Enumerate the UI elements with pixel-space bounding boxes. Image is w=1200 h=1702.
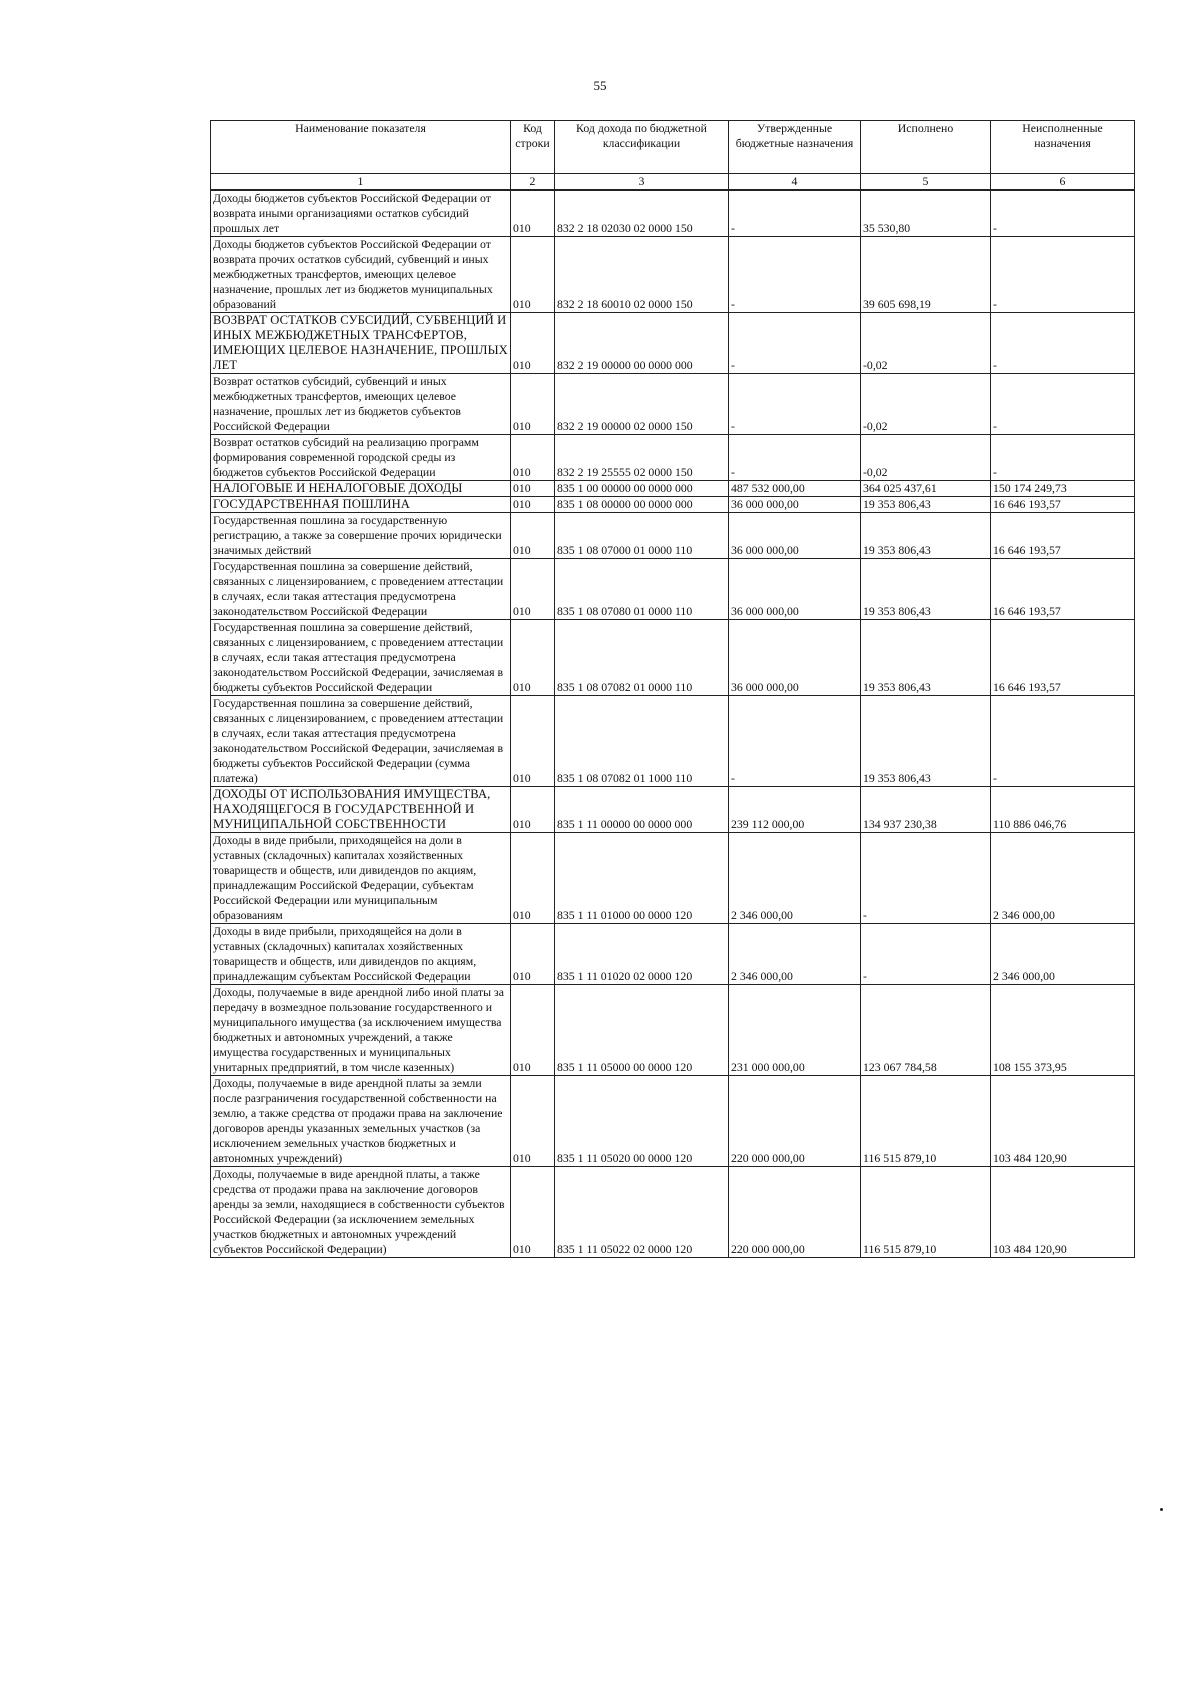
cell-income-code: 835 1 11 01020 02 0000 120 (555, 924, 729, 985)
cell-name: Государственная пошлина за государственную регистрацию, а также за совершение прочих юридически значимых действий (211, 513, 511, 559)
cell-income-code: 835 1 08 07082 01 1000 110 (555, 696, 729, 787)
cell-unexecuted: - (991, 435, 1135, 481)
column-number: 6 (991, 174, 1135, 191)
header-executed: Исполнено (861, 121, 991, 174)
cell-line-code: 010 (511, 481, 555, 497)
cell-income-code: 835 1 11 00000 00 0000 000 (555, 787, 729, 833)
cell-line-code: 010 (511, 435, 555, 481)
table-row (211, 481, 1135, 497)
cell-executed: 116 515 879,10 (861, 1076, 991, 1167)
cell-income-code: 835 1 11 01000 00 0000 120 (555, 833, 729, 924)
cell-income-code: 835 1 08 07080 01 0000 110 (555, 559, 729, 620)
header-approved: Утвержденные бюджетные назначения (729, 121, 861, 174)
column-number: 1 (211, 174, 511, 191)
header-row (211, 121, 1135, 174)
cell-executed: 19 353 806,43 (861, 497, 991, 513)
cell-approved: - (729, 374, 861, 435)
report-body (211, 190, 1135, 1258)
cell-income-code: 832 2 18 60010 02 0000 150 (555, 237, 729, 313)
cell-executed: -0,02 (861, 374, 991, 435)
table-row (211, 1167, 1135, 1258)
cell-approved: 2 346 000,00 (729, 924, 861, 985)
cell-income-code: 835 1 08 07082 01 0000 110 (555, 620, 729, 696)
cell-line-code: 010 (511, 559, 555, 620)
cell-executed: 19 353 806,43 (861, 559, 991, 620)
cell-unexecuted: 2 346 000,00 (991, 924, 1135, 985)
cell-income-code: 835 1 00 00000 00 0000 000 (555, 481, 729, 497)
cell-unexecuted: 150 174 249,73 (991, 481, 1135, 497)
cell-income-code: 832 2 18 02030 02 0000 150 (555, 190, 729, 237)
cell-name: ГОСУДАРСТВЕННАЯ ПОШЛИНА (211, 497, 511, 513)
cell-line-code: 010 (511, 787, 555, 833)
cell-name: Доходы в виде прибыли, приходящейся на доли в уставных (складочных) капиталах хозяйственных товариществ и обществ, или дивидендов по акциям, принадлежащим Российской Федерации, субъектам Российской Федерации или муниципальным образованиям (211, 833, 511, 924)
cell-executed: 35 530,80 (861, 190, 991, 237)
cell-unexecuted: 103 484 120,90 (991, 1167, 1135, 1258)
cell-income-code: 835 1 11 05000 00 0000 120 (555, 985, 729, 1076)
cell-name: Доходы бюджетов субъектов Российской Федерации от возврата иными организациями остатков субсидий прошлых лет (211, 190, 511, 237)
cell-line-code: 010 (511, 620, 555, 696)
cell-unexecuted: - (991, 313, 1135, 374)
cell-executed: 39 605 698,19 (861, 237, 991, 313)
table-row (211, 696, 1135, 787)
cell-approved: - (729, 696, 861, 787)
cell-unexecuted: 108 155 373,95 (991, 985, 1135, 1076)
column-number: 4 (729, 174, 861, 191)
cell-unexecuted: 16 646 193,57 (991, 513, 1135, 559)
cell-executed: - (861, 833, 991, 924)
cell-name: НАЛОГОВЫЕ И НЕНАЛОГОВЫЕ ДОХОДЫ (211, 481, 511, 497)
cell-approved: 239 112 000,00 (729, 787, 861, 833)
cell-line-code: 010 (511, 313, 555, 374)
cell-name: Доходы, получаемые в виде арендной платы за земли после разграничения государственной собственности на землю, а также средства от продажи права на заключение договоров аренды указанных земельных участков (за исключением земельных участков бюджетных и автономных учреждений) (211, 1076, 511, 1167)
cell-unexecuted: 103 484 120,90 (991, 1076, 1135, 1167)
cell-name: ДОХОДЫ ОТ ИСПОЛЬЗОВАНИЯ ИМУЩЕСТВА, НАХОДЯЩЕГОСЯ В ГОСУДАРСТВЕННОЙ И МУНИЦИПАЛЬНОЙ СОБСТВЕННОСТИ (211, 787, 511, 833)
cell-executed: - (861, 924, 991, 985)
cell-executed: 134 937 230,38 (861, 787, 991, 833)
cell-line-code: 010 (511, 513, 555, 559)
cell-approved: 231 000 000,00 (729, 985, 861, 1076)
cell-income-code: 832 2 19 00000 00 0000 000 (555, 313, 729, 374)
cell-line-code: 010 (511, 237, 555, 313)
cell-unexecuted: 2 346 000,00 (991, 833, 1135, 924)
cell-name: Доходы в виде прибыли, приходящейся на доли в уставных (складочных) капиталах хозяйственных товариществ и обществ, или дивидендов по акциям, принадлежащим субъектам Российской Федерации (211, 924, 511, 985)
table-row (211, 374, 1135, 435)
cell-line-code: 010 (511, 833, 555, 924)
cell-unexecuted: - (991, 190, 1135, 237)
cell-line-code: 010 (511, 696, 555, 787)
cell-executed: 19 353 806,43 (861, 620, 991, 696)
column-number: 3 (555, 174, 729, 191)
cell-income-code: 835 1 11 05022 02 0000 120 (555, 1167, 729, 1258)
table-row (211, 190, 1135, 237)
cell-unexecuted: 16 646 193,57 (991, 620, 1135, 696)
header-unexecuted: Неисполненные назначения (991, 121, 1135, 174)
column-number: 5 (861, 174, 991, 191)
cell-approved: 36 000 000,00 (729, 497, 861, 513)
cell-executed: 123 067 784,58 (861, 985, 991, 1076)
column-number-row (211, 174, 1135, 191)
cell-name: Государственная пошлина за совершение действий, связанных с лицензированием, с проведением аттестации в случаях, если такая аттестация предусмотрена законодательством Российской Федерации (211, 559, 511, 620)
header-income-code: Код дохода по бюджетной классификации (555, 121, 729, 174)
cell-line-code: 010 (511, 924, 555, 985)
cell-approved: 36 000 000,00 (729, 620, 861, 696)
cell-executed: -0,02 (861, 313, 991, 374)
cell-name: Возврат остатков субсидий на реализацию программ формирования современной городской среды из бюджетов субъектов Российской Федерации (211, 435, 511, 481)
cell-executed: -0,02 (861, 435, 991, 481)
cell-name: Возврат остатков субсидий, субвенций и иных межбюджетных трансфертов, имеющих целевое назначение, прошлых лет из бюджетов субъектов Российской Федерации (211, 374, 511, 435)
table-row (211, 237, 1135, 313)
table-row (211, 435, 1135, 481)
cell-unexecuted: 16 646 193,57 (991, 559, 1135, 620)
cell-approved: - (729, 313, 861, 374)
cell-income-code: 832 2 19 25555 02 0000 150 (555, 435, 729, 481)
scan-dot-mark (1160, 1508, 1163, 1511)
cell-name: ВОЗВРАТ ОСТАТКОВ СУБСИДИЙ, СУБВЕНЦИЙ И ИНЫХ МЕЖБЮДЖЕТНЫХ ТРАНСФЕРТОВ, ИМЕЮЩИХ ЦЕЛЕВОЕ НАЗНАЧЕНИЕ, ПРОШЛЫХ ЛЕТ (211, 313, 511, 374)
cell-unexecuted: - (991, 374, 1135, 435)
cell-unexecuted: - (991, 696, 1135, 787)
cell-approved: 2 346 000,00 (729, 833, 861, 924)
page-number: 55 (593, 78, 607, 93)
cell-line-code: 010 (511, 190, 555, 237)
cell-unexecuted: - (991, 237, 1135, 313)
table-row (211, 513, 1135, 559)
cell-executed: 19 353 806,43 (861, 696, 991, 787)
cell-line-code: 010 (511, 1167, 555, 1258)
table-row (211, 924, 1135, 985)
table-row (211, 833, 1135, 924)
table-row (211, 985, 1135, 1076)
cell-unexecuted: 110 886 046,76 (991, 787, 1135, 833)
cell-income-code: 835 1 11 05020 00 0000 120 (555, 1076, 729, 1167)
table-row (211, 1076, 1135, 1167)
table-row (211, 497, 1135, 513)
cell-executed: 19 353 806,43 (861, 513, 991, 559)
cell-line-code: 010 (511, 985, 555, 1076)
cell-line-code: 010 (511, 497, 555, 513)
cell-name: Доходы, получаемые в виде арендной платы, а также средства от продажи права на заключение договоров аренды за земли, находящиеся в собственности субъектов Российской Федерации (за исключением земельных участков бюджетных и автономных учреждений субъектов Российской Федерации) (211, 1167, 511, 1258)
header-line-code: Код строки (511, 121, 555, 174)
cell-approved: 36 000 000,00 (729, 559, 861, 620)
cell-name: Доходы, получаемые в виде арендной либо иной платы за передачу в возмездное пользование государственного и муниципального имущества (за исключением имущества бюджетных и автономных учреждений, а также имущества государственных и муниципальных унитарных предприятий, в том числе казенных) (211, 985, 511, 1076)
income-report-table (210, 120, 1135, 1258)
cell-name: Государственная пошлина за совершение действий, связанных с лицензированием, с проведением аттестации в случаях, если такая аттестация предусмотрена законодательством Российской Федерации, зачисляемая в бюджеты субъектов Российской Федерации (211, 620, 511, 696)
cell-income-code: 835 1 08 00000 00 0000 000 (555, 497, 729, 513)
cell-approved: - (729, 435, 861, 481)
cell-name: Доходы бюджетов субъектов Российской Федерации от возврата прочих остатков субсидий, субвенций и иных межбюджетных трансфертов, имеющих целевое назначение, прошлых лет из бюджетов муниципальных образований (211, 237, 511, 313)
cell-approved: 220 000 000,00 (729, 1167, 861, 1258)
cell-name: Государственная пошлина за совершение действий, связанных с лицензированием, с проведением аттестации в случаях, если такая аттестация предусмотрена законодательством Российской Федерации, зачисляемая в бюджеты субъектов Российской Федерации (сумма платежа) (211, 696, 511, 787)
header-name: Наименование показателя (211, 121, 511, 174)
cell-approved: 220 000 000,00 (729, 1076, 861, 1167)
cell-approved: 487 532 000,00 (729, 481, 861, 497)
cell-income-code: 835 1 08 07000 01 0000 110 (555, 513, 729, 559)
cell-approved: 36 000 000,00 (729, 513, 861, 559)
cell-executed: 364 025 437,61 (861, 481, 991, 497)
cell-approved: - (729, 237, 861, 313)
table-row (211, 313, 1135, 374)
table-row (211, 620, 1135, 696)
table-row (211, 787, 1135, 833)
cell-unexecuted: 16 646 193,57 (991, 497, 1135, 513)
cell-income-code: 832 2 19 00000 02 0000 150 (555, 374, 729, 435)
cell-approved: - (729, 190, 861, 237)
cell-executed: 116 515 879,10 (861, 1167, 991, 1258)
table-row (211, 559, 1135, 620)
column-number: 2 (511, 174, 555, 191)
cell-line-code: 010 (511, 374, 555, 435)
cell-line-code: 010 (511, 1076, 555, 1167)
